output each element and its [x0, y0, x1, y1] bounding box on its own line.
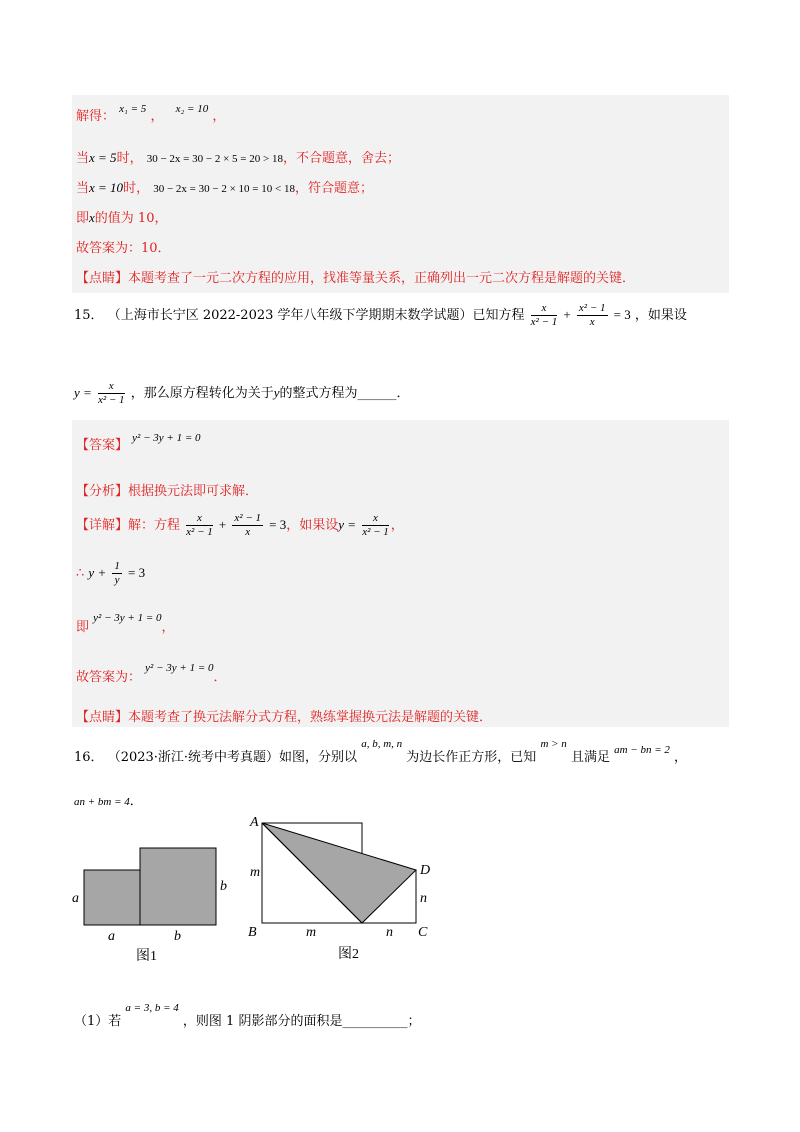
fraction	[186, 512, 213, 539]
text: ，不合题意，舍去；	[282, 151, 400, 166]
math: = 3	[128, 565, 146, 580]
math: = 3	[269, 517, 287, 532]
fraction	[232, 512, 263, 539]
question-text: ，如果设	[634, 308, 687, 323]
math: an + bm = 4	[74, 796, 130, 808]
label-n-right: n	[420, 891, 427, 906]
question-text: 的整式方程为______．	[279, 386, 410, 401]
numerator: x² − 1	[234, 512, 261, 524]
numerator: x	[362, 512, 389, 526]
text: 即	[76, 211, 90, 226]
numerator: x	[186, 512, 213, 526]
question-text: （2023·浙江·统考中考真题）如图，分别以	[107, 750, 358, 765]
final-answer-line	[76, 662, 227, 685]
text: ，	[390, 518, 404, 533]
math: = 3	[613, 307, 631, 322]
text: 即	[76, 620, 90, 635]
label-b-right: b	[220, 879, 227, 894]
math: y	[273, 385, 280, 400]
math: y² − 3y + 1 = 0	[132, 432, 201, 444]
math: y² − 3y + 1 = 0	[145, 662, 214, 674]
numerator: x² − 1	[578, 302, 606, 314]
question-16-part1	[74, 1002, 421, 1029]
text: ，	[161, 620, 175, 635]
text: ，如果设	[286, 518, 339, 533]
fraction	[531, 302, 558, 329]
math: y +	[88, 565, 107, 580]
answer-line: 故答案为：10．	[76, 241, 171, 256]
answer-line	[76, 434, 201, 453]
denominator: x² − 1	[186, 526, 213, 538]
denominator: y	[114, 574, 120, 586]
question-15	[74, 302, 687, 329]
math: x	[89, 210, 95, 225]
note-line: 【点睛】本题考查了一元二次方程的应用，找准等量关系，正确列出一元二次方程是解题的关键．	[76, 271, 636, 286]
label-n-bottom: n	[386, 925, 393, 940]
figure-2-caption: 图2	[338, 947, 359, 962]
root-x1: x₁ = 5	[119, 103, 147, 115]
square-a	[84, 870, 140, 925]
denominator: x	[245, 526, 251, 538]
solve-prefix: 解得：	[76, 109, 116, 124]
question-15-line2	[74, 380, 410, 407]
math: a, b, m, n	[361, 738, 403, 750]
math: y² − 3y + 1 = 0	[93, 612, 162, 624]
figure-2	[240, 812, 450, 962]
figure-1-caption: 图1	[136, 949, 157, 964]
question-16-line2	[74, 790, 143, 809]
note-line: 【点睛】本题考查了换元法解分式方程，熟练掌握换元法是解题的关键．	[76, 710, 493, 725]
denominator: x² − 1	[530, 316, 558, 328]
ji-line	[76, 612, 175, 635]
value-line	[76, 207, 167, 226]
label-b-bottom: b	[174, 929, 181, 944]
question-text: ，那么原方程转化为关于	[130, 386, 274, 401]
text: 当	[76, 181, 90, 196]
question-16	[74, 738, 688, 765]
text: 的值为 10，	[94, 211, 168, 226]
math: x = 10	[89, 180, 124, 195]
text: ，符合题意；	[294, 181, 373, 196]
label-m-left: m	[250, 865, 261, 880]
text: ．	[213, 670, 227, 685]
math: am − bn = 2	[614, 744, 670, 756]
solve-line	[76, 105, 225, 124]
fraction	[362, 512, 389, 539]
question-text: （上海市长宁区 2022-2023 学年八年级下学期期末数学试题）已知方程	[107, 308, 525, 323]
label-a-bottom: a	[108, 929, 115, 944]
text: 时，	[123, 181, 150, 196]
answer-label: 【答案】	[76, 438, 129, 453]
math: 30 − 2x = 30 − 2 × 5 = 20 > 18	[146, 153, 283, 165]
math: +	[563, 307, 571, 322]
point-a-label: A	[250, 815, 259, 830]
therefore-line	[76, 560, 145, 587]
case-x10-line	[76, 177, 373, 196]
question-text: 为边长作正方形，已知	[406, 750, 537, 765]
shaded-triangle	[262, 823, 416, 923]
question-number: 15．	[74, 308, 104, 323]
question-text: ．	[129, 794, 143, 809]
math: y =	[338, 517, 357, 532]
sep: ，	[212, 109, 226, 124]
point-d-label: D	[420, 863, 431, 878]
analysis-line: 【分析】根据换元法即可求解．	[76, 484, 259, 499]
question-number: 16．	[74, 750, 104, 765]
math: +	[218, 517, 227, 532]
sep: ，	[150, 109, 164, 124]
root-x2: x₂ = 10	[175, 103, 209, 115]
denominator: x	[589, 316, 595, 328]
point-b-label: B	[248, 925, 257, 940]
question-text: ，则图 1 阴影部分的面积是__________；	[182, 1014, 421, 1029]
fraction	[98, 380, 125, 407]
numerator: 1	[114, 560, 120, 572]
math: a = 3, b = 4	[125, 1002, 179, 1014]
question-text: ，	[674, 750, 688, 765]
text: 当	[76, 151, 90, 166]
square-b	[140, 848, 216, 925]
math: y =	[74, 385, 92, 400]
point-c-label: C	[418, 925, 428, 940]
denominator: x² − 1	[362, 526, 389, 538]
math: 30 − 2x = 30 − 2 × 10 = 10 < 18	[153, 183, 295, 195]
denominator: x² − 1	[97, 394, 125, 406]
numerator: x	[531, 302, 558, 316]
math: x = 5	[89, 150, 117, 165]
figure-1	[60, 840, 240, 970]
solution-block-14	[72, 95, 729, 293]
fraction	[577, 302, 608, 329]
text: 故答案为：	[76, 670, 142, 685]
question-text: （1）若	[74, 1014, 122, 1029]
numerator: x	[98, 380, 125, 394]
question-text: 且满足	[570, 750, 610, 765]
label-m-bottom: m	[306, 925, 317, 940]
detail-line	[76, 512, 404, 539]
solution-block-15	[72, 420, 729, 727]
label-a-left: a	[72, 891, 79, 906]
text: 时，	[116, 151, 143, 166]
detail-label: 【详解】解：方程	[76, 518, 181, 533]
case-x5-line	[76, 147, 400, 166]
math: m > n	[540, 738, 567, 750]
fraction	[112, 560, 122, 587]
therefore-symbol: ∴	[76, 566, 85, 581]
